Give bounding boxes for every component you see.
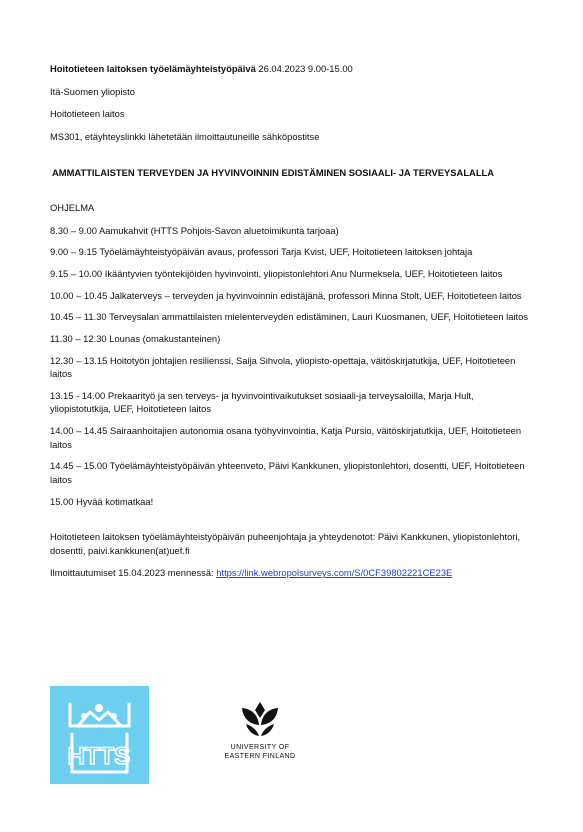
program-item: 10.00 – 10.45 Jalkaterveys – terveyden ja hyvinvoinnin edistäjänä, professori Minna Stolt, UEF, Hoitotieteen laitos	[50, 289, 522, 301]
program-item: 10.45 – 11.30 Terveysalan ammattilaisten mielenterveyden edistäminen, Lauri Kuosmanen, UEF, Hoitotieteen laitos	[50, 311, 529, 323]
program-heading: OHJELMA	[50, 202, 95, 214]
department-name: Hoitotieteen laitos	[50, 108, 125, 120]
htts-logo-text: HTTS	[67, 743, 131, 770]
footer	[50, 530, 530, 580]
program-item: 9.00 – 9.15 Työelämäyhteistyöpäivän avaus, professori Tarja Kvist, UEF, Hoitotieteen laitoksen johtaja	[50, 246, 473, 258]
event-date-time: 26.04.2023 9.00-15.00	[255, 63, 353, 74]
uef-name-line1: UNIVERSITY OF	[230, 744, 290, 751]
event-header	[50, 62, 530, 76]
document-body	[50, 62, 530, 589]
program-item: 9.15 – 10.00 Ikääntyvien työntekijöiden hyvinvointi, yliopistonlehtori Anu Nurmeksela, UEF, Hoitotieteen laitos	[50, 268, 503, 279]
program-item: 13.15 - 14.00 Prekaarityö ja sen terveys- ja hyvinvointivaikutukset sosiaali-ja terveysaloilla, Marja Hult, yliopistotutkija, UEF, Hoitotieteen laitos	[50, 389, 474, 415]
event-title: AMMATTILAISTEN TERVEYDEN JA HYVINVOINNIN EDISTÄMINEN SOSIAALI- JA TERVEYSALALLA	[52, 166, 495, 178]
registration-info	[50, 566, 530, 580]
uef-name-line2: EASTERN FINLAND	[224, 753, 296, 761]
program-item: 8.30 – 9.00 Aamukahvit (HTTS Pohjois-Savon aluetoimikunta tarjoaa)	[50, 224, 339, 236]
registration-label: Ilmoittautumiset 15.04.2023 mennessä:	[50, 567, 217, 579]
registration-link[interactable]: https://link.webropolsurveys.com/S/0CF39802221CE23E	[216, 567, 453, 579]
program-item: 11.30 – 12.30 Lounas (omakustanteinen)	[50, 332, 221, 344]
htts-logo-icon	[50, 686, 149, 784]
program-list	[50, 224, 530, 508]
uef-leaf-icon	[238, 700, 282, 738]
program-item: 14.45 – 15.00 Työelämäyhteistyöpäivän yhteenveto, Päivi Kankkunen, yliopistonlehtori, dosentti, UEF, Hoitotieteen laitos	[50, 460, 525, 485]
event-name: Hoitotieteen laitoksen työelämäyhteistyöpäivä	[50, 63, 256, 74]
program-item: 15.00 Hyvää kotimatkaa!	[50, 495, 154, 507]
uef-logo	[200, 700, 320, 761]
location-info: MS301, etäyhteyslinkki lähetetään ilmoittautuneille sähköpostitse	[50, 130, 320, 142]
program-item: 12.30 – 13.15 Hoitotyön johtajien resilienssi, Saija Sihvola, yliopisto-opettaja, väitöskirjatutkija, UEF, Hoitotieteen laitos	[50, 354, 516, 380]
htts-logo	[50, 686, 149, 784]
program-item: 14.00 – 14.45 Sairaanhoitajien autonomia osana työhyvinvointia, Katja Pursio, väitöskirjatutkija, UEF, Hoitotieteen laitos	[50, 425, 522, 450]
university-name: Itä-Suomen yliopisto	[50, 85, 135, 97]
contact-info: Hoitotieteen laitoksen työelämäyhteistyöpäivän puheenjohtaja ja yhteydenotot: Päivi Kankkunen, yliopistonlehtori, dosentti, paivi.kankkunen(at)uef.fi	[50, 531, 521, 556]
